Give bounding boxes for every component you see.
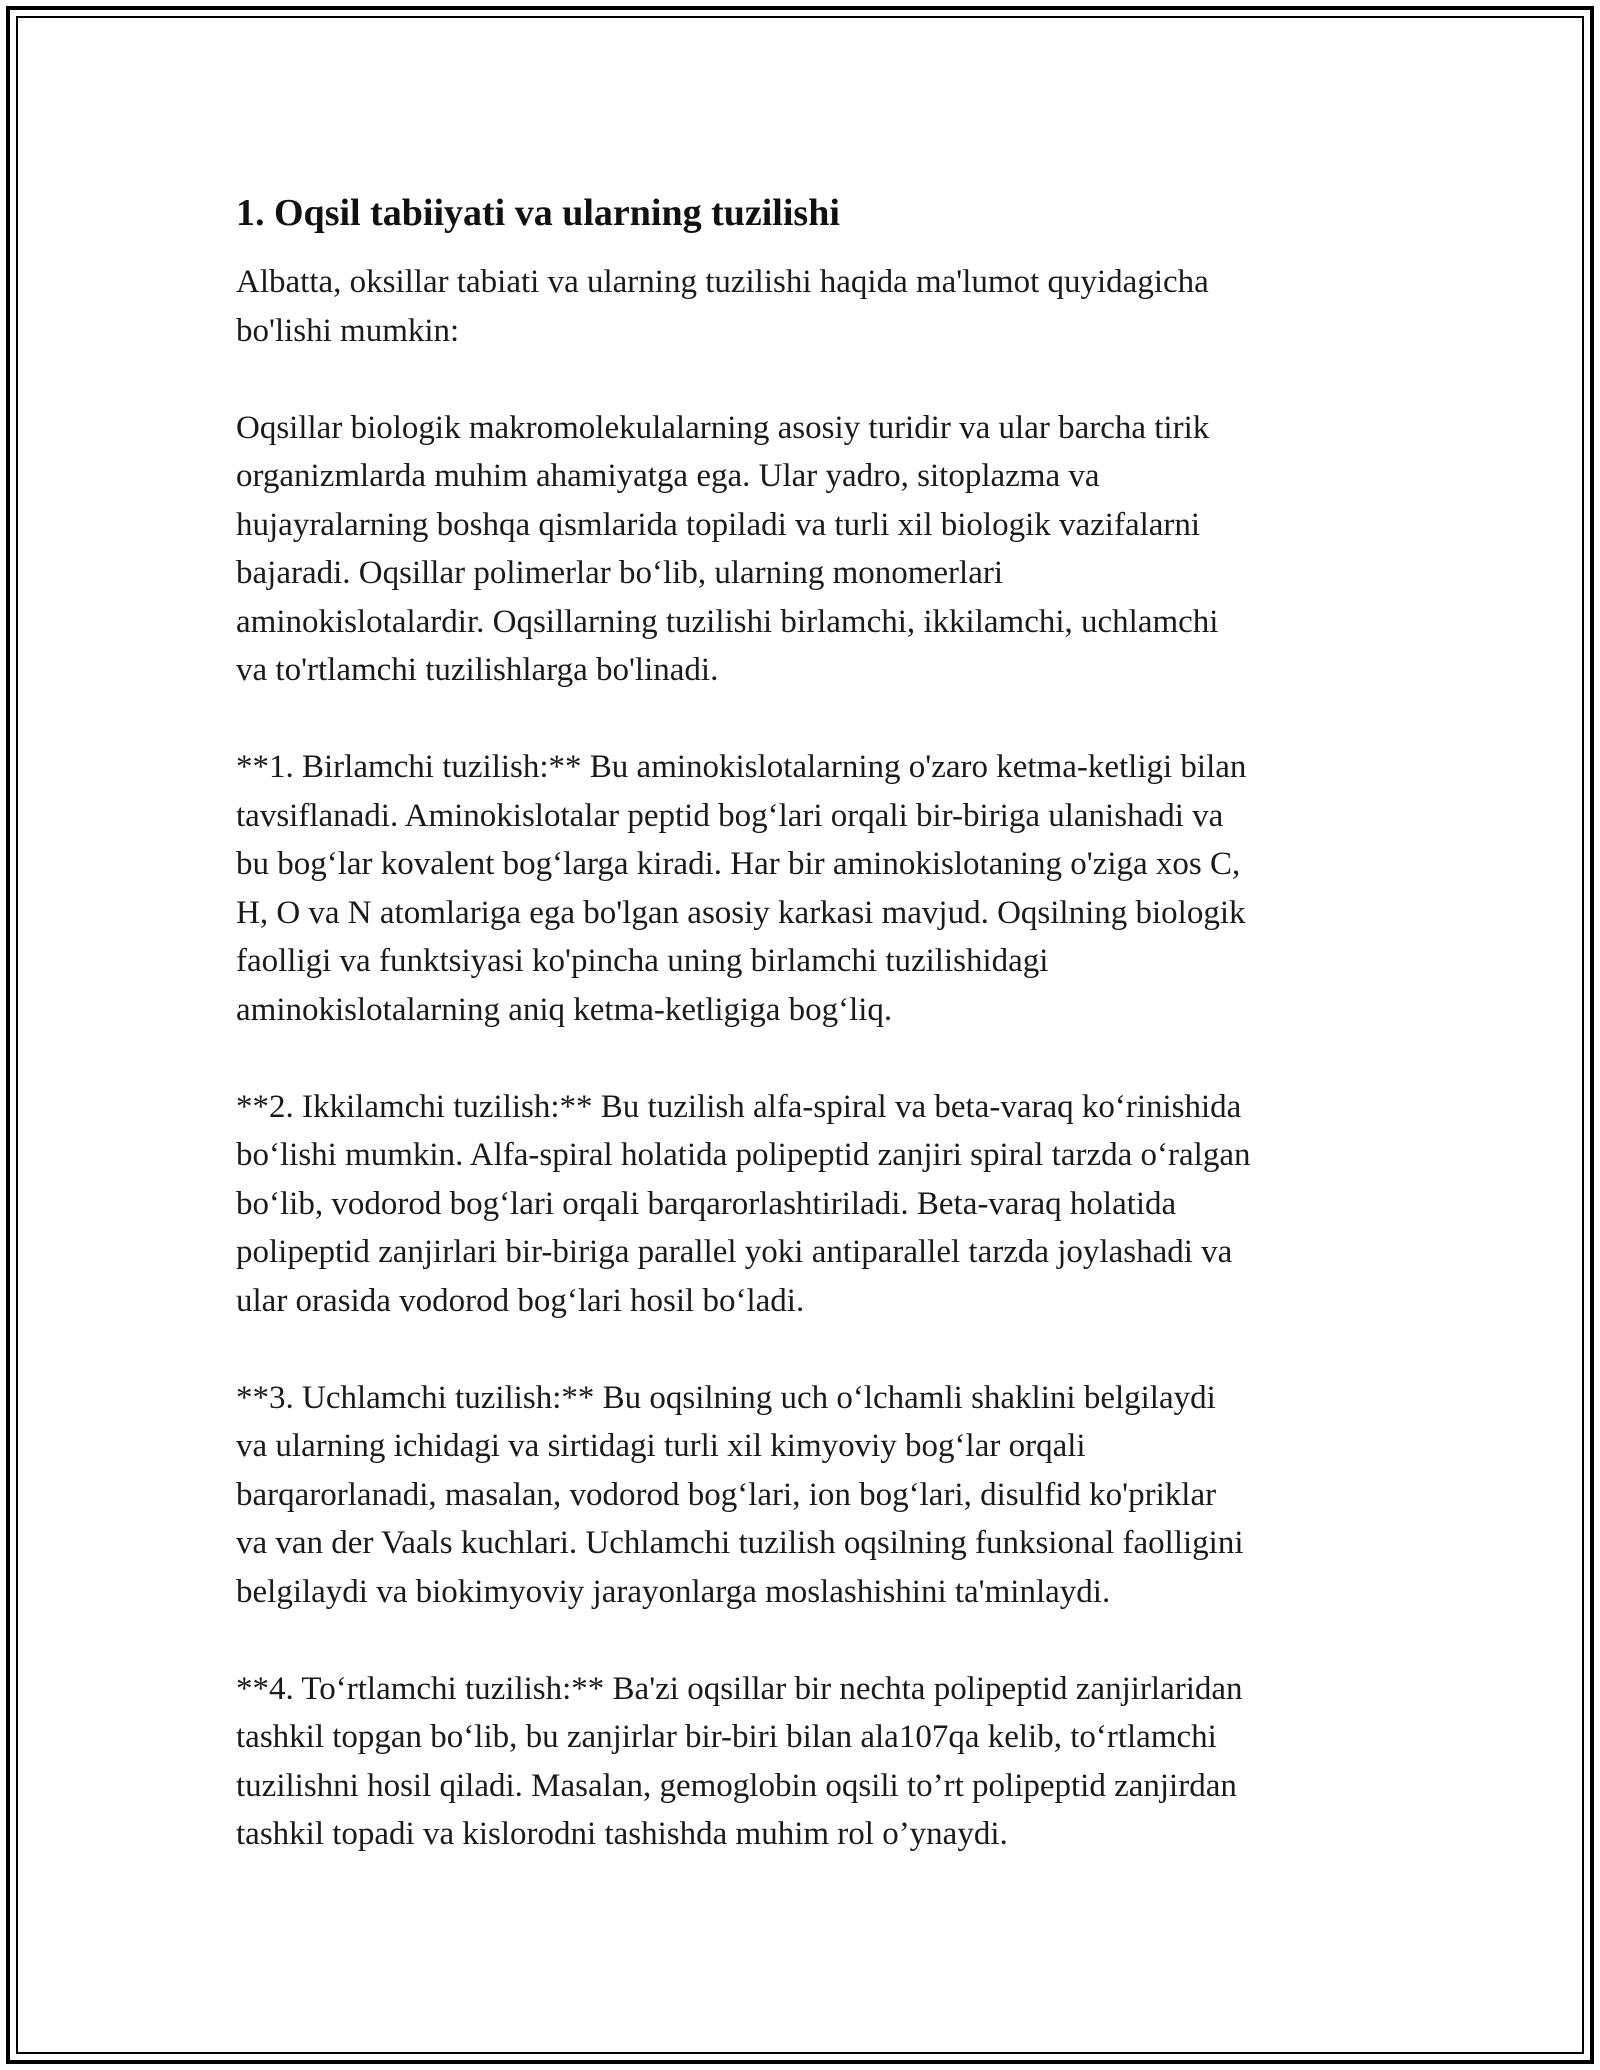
paragraph-line: bo‘lishi mumkin. Alfa-spiral holatida polipeptid zanjiri spiral tarzda o‘ralgan <box>236 1137 1251 1173</box>
paragraph-line: aminokislotalardir. Oqsillarning tuzilishi birlamchi, ikkilamchi, uchlamchi <box>236 603 1219 640</box>
paragraph-line: **4. To‘rtlamchi tuzilish:** Ba'zi oqsillar bir nechta polipeptid zanjirlaridan <box>236 1670 1243 1707</box>
paragraph-tertiary-structure <box>236 1374 1386 1617</box>
paragraph-line: polipeptid zanjirlari bir-biriga parallel yoki antiparallel tarzda joylashadi va <box>236 1234 1233 1270</box>
paragraph-line: hujayralarning boshqa qismlarida topiladi va turli xil biologik vazifalarni <box>236 506 1201 543</box>
paragraph-line: va van der Vaals kuchlari. Uchlamchi tuzilish oqsilning funksional faolligini <box>236 1525 1244 1561</box>
paragraph-line: Albatta, oksillar tabiati va ularning tuzilishi haqida ma'lumot quyidagicha <box>236 264 1209 300</box>
paragraph-line: ular orasida vodorod bog‘lari hosil bo‘ladi. <box>236 1282 805 1319</box>
paragraph-line: organizmlarda muhim ahamiyatga ega. Ular yadro, sitoplazma va <box>236 458 1100 494</box>
paragraph-line: tavsiflanadi. Aminokislotalar peptid bog‘lari orqali bir-biriga ulanishadi va <box>236 797 1224 834</box>
paragraph-line: barqarorlanadi, masalan, vodorod bog‘lari, ion bog‘lari, disulfid ko'priklar <box>236 1476 1217 1513</box>
paragraph-primary-structure <box>236 743 1386 1034</box>
paragraph-line: bo'lishi mumkin: <box>236 312 460 349</box>
paragraph-line: bajaradi. Oqsillar polimerlar bo‘lib, ularning monomerlari <box>236 555 1004 591</box>
paragraph-line: tashkil topadi va kislorodni tashishda muhim rol o’ynaydi. <box>236 1816 1008 1852</box>
paragraph-quaternary-structure <box>236 1665 1386 1859</box>
paragraph-line: bo‘lib, vodorod bog‘lari orqali barqarorlashtiriladi. Beta-varaq holatida <box>236 1185 1177 1222</box>
paragraph-line: tashkil topgan bo‘lib, bu zanjirlar bir-biri bilan ala107qa kelib, to‘rtlamchi <box>236 1719 1217 1755</box>
paragraph-intro <box>236 258 1386 355</box>
paragraph-line: belgilaydi va biokimyoviy jarayonlarga moslashishini ta'minlaydi. <box>236 1573 1111 1610</box>
paragraph-line: H, O va N atomlariga ega bo'lgan asosiy karkasi mavjud. Oqsilning biologik <box>236 894 1246 931</box>
paragraph-line: va to'rtlamchi tuzilishlarga bo'linadi. <box>236 652 719 688</box>
paragraph-line: bu bog‘lar kovalent bog‘larga kiradi. Har bir aminokislotaning o'ziga xos C, <box>236 846 1241 882</box>
paragraph-line: tuzilishni hosil qiladi. Masalan, gemoglobin oqsili to’rt polipeptid zanjirdan <box>236 1767 1237 1804</box>
paragraph-line: **2. Ikkilamchi tuzilish:** Bu tuzilish alfa-spiral va beta-varaq ko‘rinishida <box>236 1088 1242 1125</box>
paragraph-line: aminokislotalarning aniq ketma-ketligiga bog‘liq. <box>236 991 893 1028</box>
paragraph-overview <box>236 404 1386 695</box>
paragraph-line: Oqsillar biologik makromolekulalarning asosiy turidir va ular barcha tirik <box>236 409 1210 446</box>
paragraph-secondary-structure <box>236 1083 1386 1326</box>
paragraph-line: faolligi va funktsiyasi ko'pincha uning birlamchi tuzilishidagi <box>236 943 1049 979</box>
document-heading: 1. Oqsil tabiiyati va ularning tuzilishi <box>236 192 840 234</box>
document-body <box>236 186 1386 1907</box>
paragraph-line: va ularning ichidagi va sirtidagi turli xil kimyoviy bog‘lar orqali <box>236 1428 1086 1464</box>
paragraph-line: **3. Uchlamchi tuzilish:** Bu oqsilning uch o‘lchamli shaklini belgilaydi <box>236 1379 1216 1416</box>
paragraph-line: **1. Birlamchi tuzilish:** Bu aminokislotalarning o'zaro ketma-ketligi bilan <box>236 749 1247 785</box>
